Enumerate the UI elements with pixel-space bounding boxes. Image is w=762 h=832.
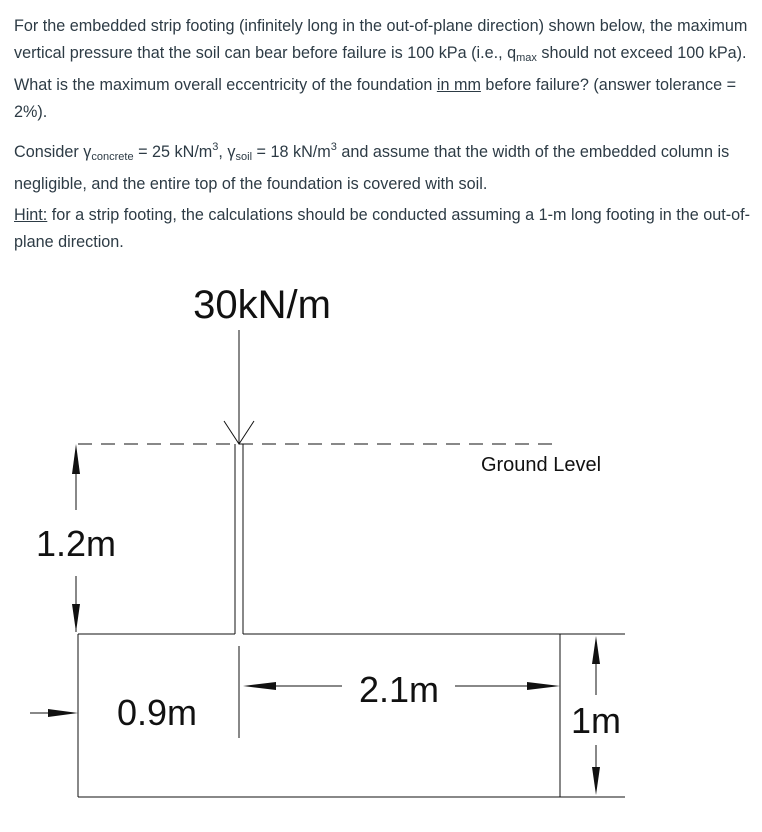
depth-arrow-up <box>72 444 80 474</box>
depth-label: 1.2m <box>35 523 117 564</box>
p1-text-b: should not exceed 100 kPa). What is the maximum overall eccentricity of the foundation <box>14 44 747 94</box>
thickness-label: 1m <box>570 700 622 741</box>
thickness-arrow-down <box>592 767 600 795</box>
qmax-subscript: max <box>516 52 537 64</box>
p1-text-a: For the embedded strip footing (infinitely long in the out-of-plane direction) shown below, the maximum vertical pressure that the soil can bear before failure is 100 kPa (i.e., q <box>14 17 748 62</box>
unit-superscript-2: 3 <box>330 141 337 153</box>
p2-text-b: = 25 kN/m <box>133 143 213 161</box>
p1-text-c: before failure? (answer tolerance = 2%). <box>14 76 737 121</box>
left-width-label: 0.9m <box>116 692 198 733</box>
hint-text: for a strip footing, the calculations should be conducted assuming a 1-m long footing in the out-of-plane direction. <box>14 206 751 251</box>
left-width-arrow <box>48 709 78 717</box>
right-width-label: 2.1m <box>358 669 440 710</box>
gamma-concrete-subscript: concrete <box>91 151 134 163</box>
load-label: 30kN/m <box>193 283 331 327</box>
ground-level-label: Ground Level <box>480 454 602 476</box>
in-mm-underlined: in mm <box>436 76 481 94</box>
hint-label: Hint: <box>14 206 48 224</box>
right-width-arrow-right <box>527 682 560 690</box>
unit-superscript-1: 3 <box>212 141 219 153</box>
right-width-arrow-left <box>243 682 276 690</box>
p2-text-c: , γ <box>218 143 236 161</box>
p2-text-d: = 18 kN/m <box>252 143 331 161</box>
p2-text-a: Consider γ <box>14 143 92 161</box>
thickness-arrow-up <box>592 636 600 664</box>
depth-arrow-down <box>72 604 80 632</box>
p2-text-e: and assume that the width of the embedded column is negligible, and the entire top of the foundation is covered with soil. <box>14 143 730 193</box>
gamma-soil-subscript: soil <box>235 151 253 163</box>
